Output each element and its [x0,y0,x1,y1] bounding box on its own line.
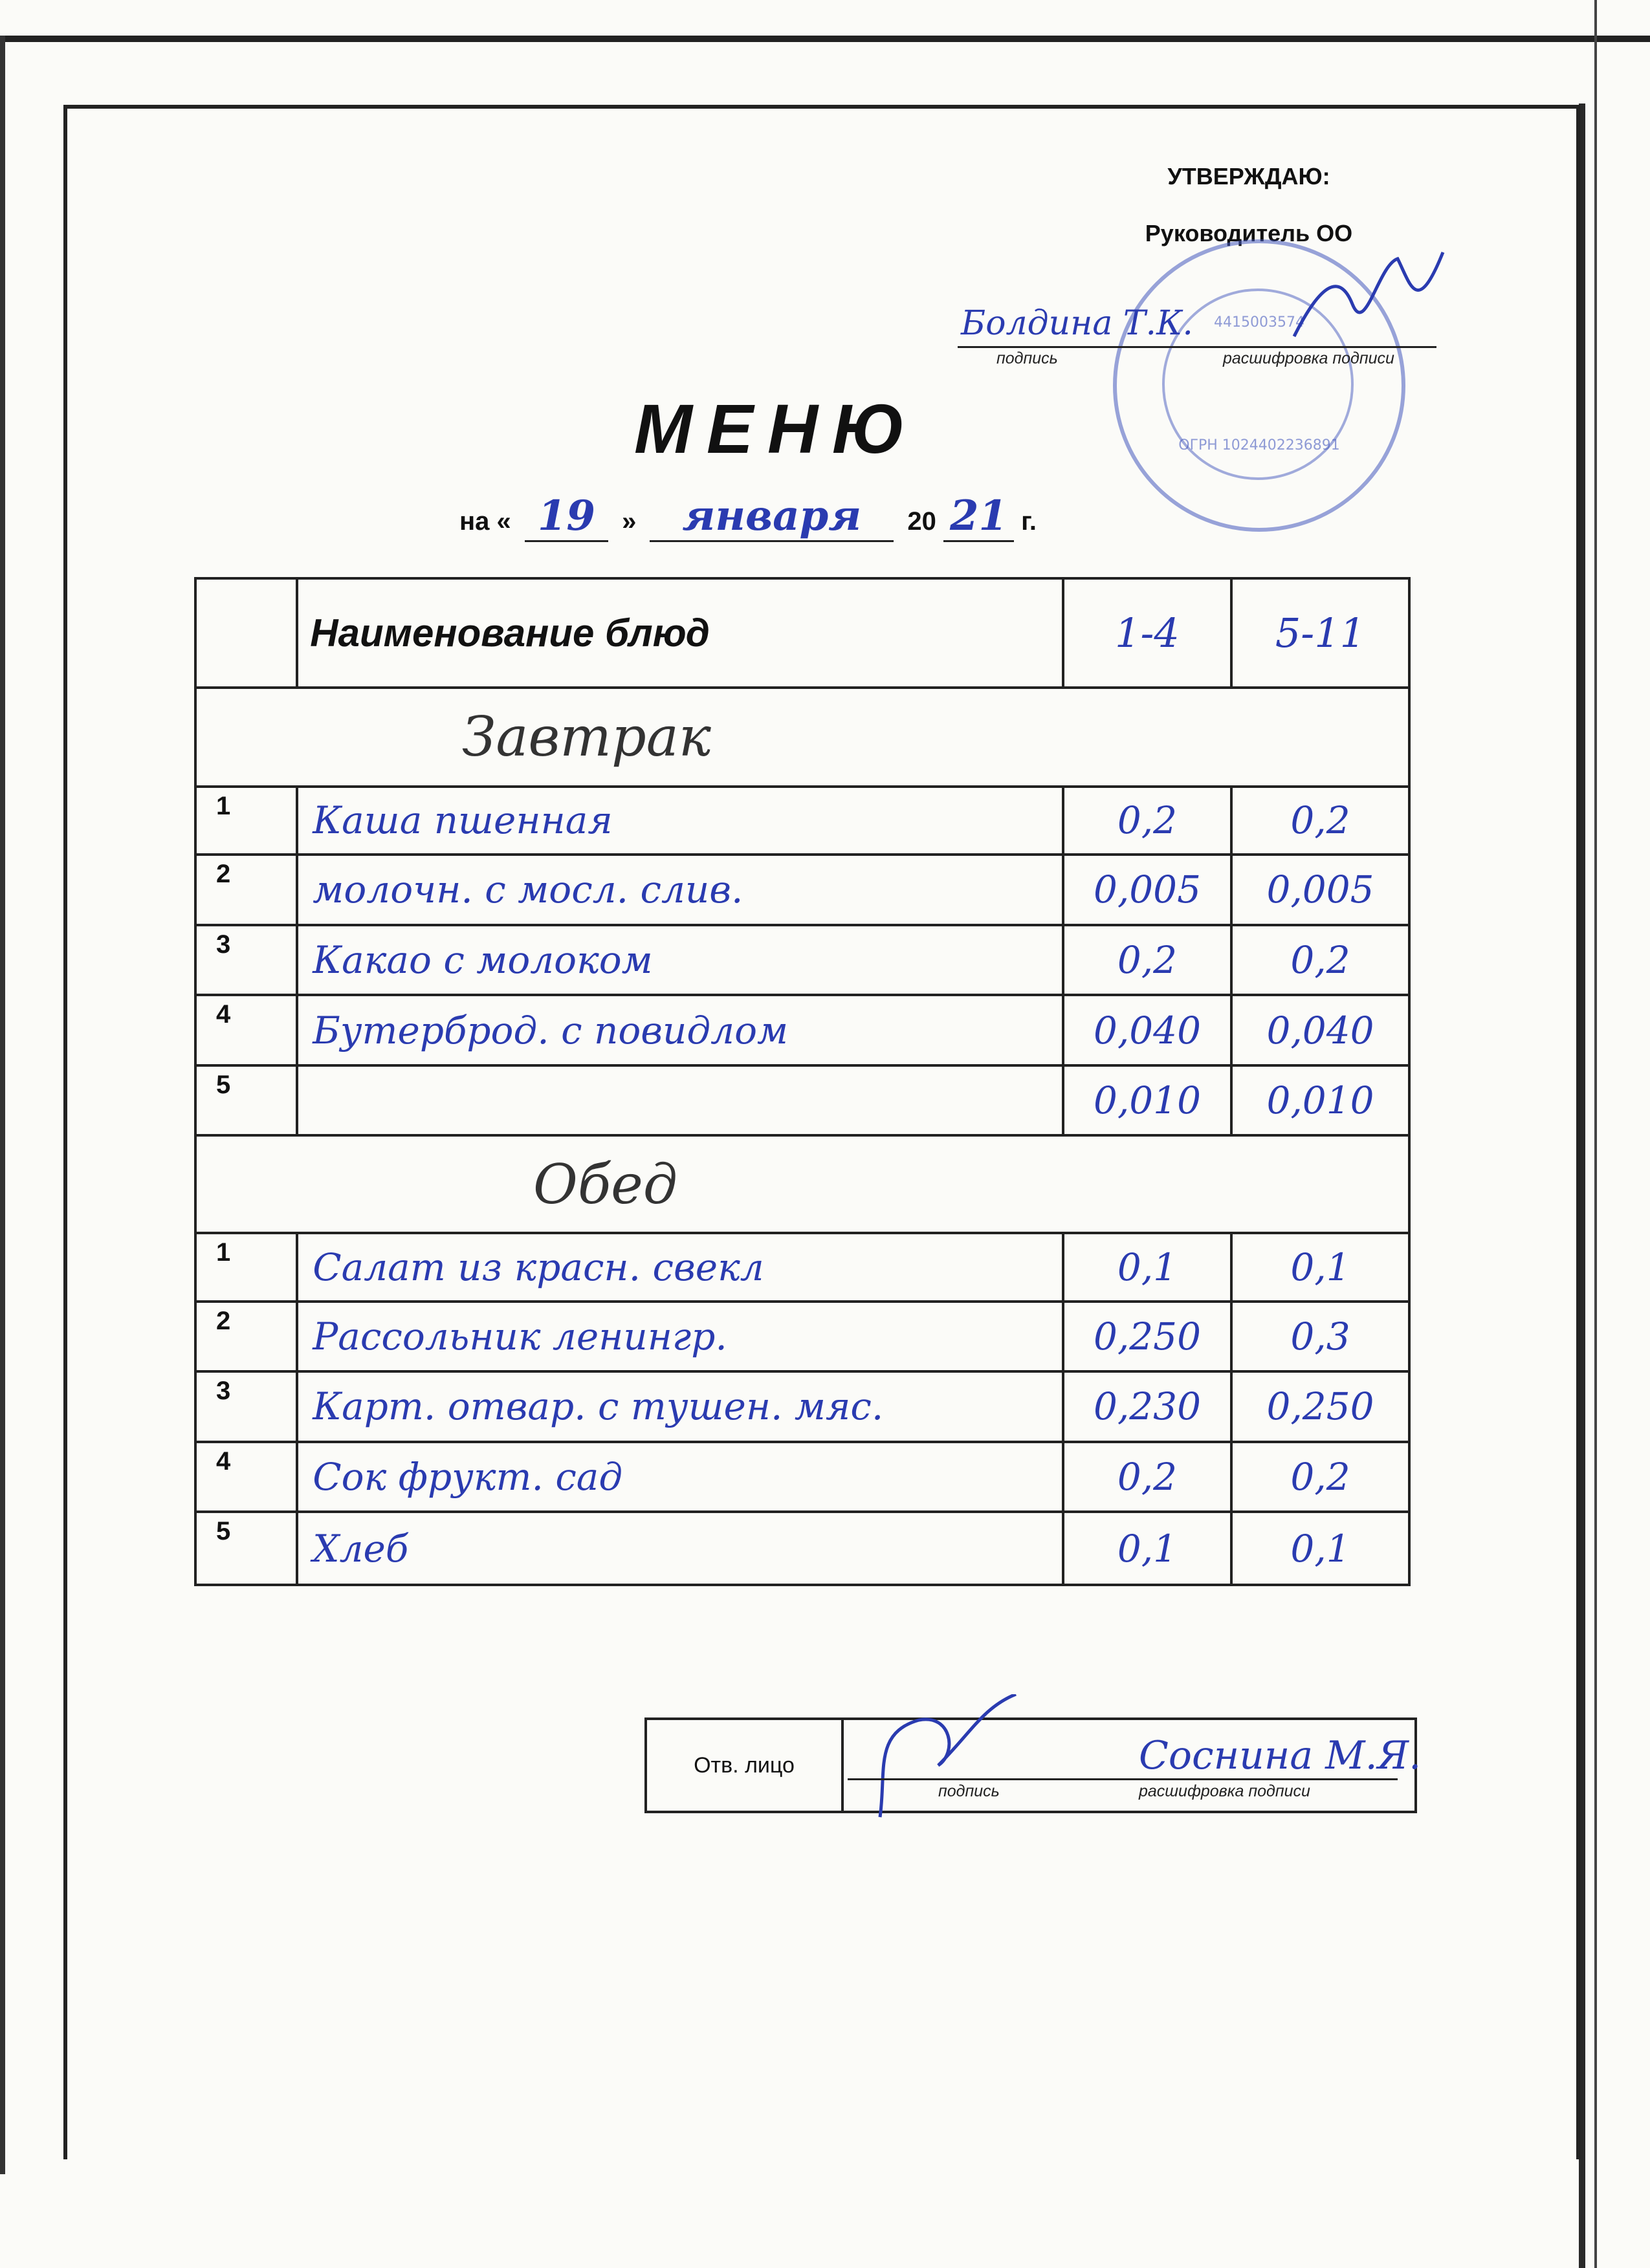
portion-1-4: 0,250 [1063,1302,1231,1372]
section-row-lunch [195,1135,1409,1233]
header-col-b: 5-11 [1231,578,1409,688]
portion-5-11: 0,1 [1231,1233,1409,1302]
portion-1-4: 0,2 [1063,787,1231,855]
head-sign-caption: подпись [996,349,1058,367]
head-signature [1281,246,1462,349]
dish-name: Какао с молоком [297,925,1063,996]
table-row [195,1065,1409,1136]
date-prefix: на « [459,507,511,536]
portion-1-4: 0,005 [1063,855,1231,925]
dish-name: Рассольник ленингр. [297,1302,1063,1372]
table-header-row [195,578,1409,688]
table-row [195,995,1409,1065]
header-col-a: 1-4 [1063,578,1231,688]
dish-name: Карт. отвар. с тушен. мяс. [297,1371,1063,1442]
responsible-name: Соснина М.Я. [1139,1733,1422,1778]
portion-5-11: 0,2 [1231,925,1409,996]
scan-border-right-outer [1594,0,1597,2268]
portion-5-11: 0,1 [1231,1512,1409,1585]
responsible-signature [861,1694,1029,1824]
table-row [195,1302,1409,1372]
table-row [195,1442,1409,1512]
row-num: 2 [195,1302,297,1372]
portion-1-4: 0,040 [1063,995,1231,1065]
date-year-prefix: 20 [907,507,936,536]
row-num: 1 [195,1233,297,1302]
row-num: 3 [195,1371,297,1442]
portion-1-4: 0,2 [1063,925,1231,996]
table-row [195,1233,1409,1302]
date-suffix: г. [1021,507,1037,536]
portion-1-4: 0,230 [1063,1371,1231,1442]
portion-1-4: 0,1 [1063,1512,1231,1585]
portion-5-11: 0,2 [1231,1442,1409,1512]
responsible-label: Отв. лицо [647,1720,844,1811]
row-num: 2 [195,855,297,925]
row-num: 5 [195,1512,297,1585]
page-title: МЕНЮ [634,389,919,468]
row-num: 3 [195,925,297,996]
portion-5-11: 0,005 [1231,855,1409,925]
dish-name: Салат из красн. свекл [297,1233,1063,1302]
table-row [195,925,1409,996]
row-num: 5 [195,1065,297,1136]
table-row [195,1512,1409,1585]
row-num: 4 [195,1442,297,1512]
scan-border-top [0,36,1650,42]
dish-name: Хлеб [297,1512,1063,1585]
dish-name: Каша пшенная [297,787,1063,855]
dish-name: Бутерброд. с повидлом [297,995,1063,1065]
date-month: января [650,492,894,542]
row-num: 4 [195,995,297,1065]
header-name-cell: Наименование блюд [297,578,1063,688]
table-row [195,787,1409,855]
section-lunch: Обед [195,1135,1409,1233]
portion-1-4: 0,010 [1063,1065,1231,1136]
stamp-inn: 4415003574 [1214,314,1304,331]
scan-border-left [0,36,5,2174]
portion-5-11: 0,250 [1231,1371,1409,1442]
head-role: Руководитель ОО [1145,220,1353,246]
date-day: 19 [525,492,608,542]
portion-1-4: 0,1 [1063,1233,1231,1302]
portion-5-11: 0,2 [1231,787,1409,855]
responsible-sign-line [848,1778,1398,1780]
responsible-decode-caption: расшифровка подписи [1139,1782,1310,1800]
head-signature-name: Болдина Т.К. [961,304,1193,343]
stamp-ogrn: ОГРН 1024402236891 [1178,437,1340,453]
date-middle: » [622,507,637,536]
head-decode-caption: расшифровка подписи [1223,349,1394,367]
date-line [459,492,1037,540]
table-row [195,855,1409,925]
menu-table [194,577,1411,1586]
date-year-suffix: 21 [943,492,1014,542]
responsible-box [644,1717,1422,1813]
head-sign-line [958,346,1436,348]
section-breakfast: Завтрак [195,688,1409,787]
dish-name: Сок фрукт. сад [297,1442,1063,1512]
section-row-breakfast [195,688,1409,787]
portion-5-11: 0,040 [1231,995,1409,1065]
responsible-sign-caption: подпись [938,1782,1000,1800]
portion-5-11: 0,010 [1231,1065,1409,1136]
approve-heading: УТВЕРЖДАЮ: [1167,163,1330,190]
dish-name [297,1065,1063,1136]
dish-name: молочн. с мосл. слив. [297,855,1063,925]
portion-5-11: 0,3 [1231,1302,1409,1372]
header-num-cell [195,578,297,688]
row-num: 1 [195,787,297,855]
table-row [195,1371,1409,1442]
portion-1-4: 0,2 [1063,1442,1231,1512]
